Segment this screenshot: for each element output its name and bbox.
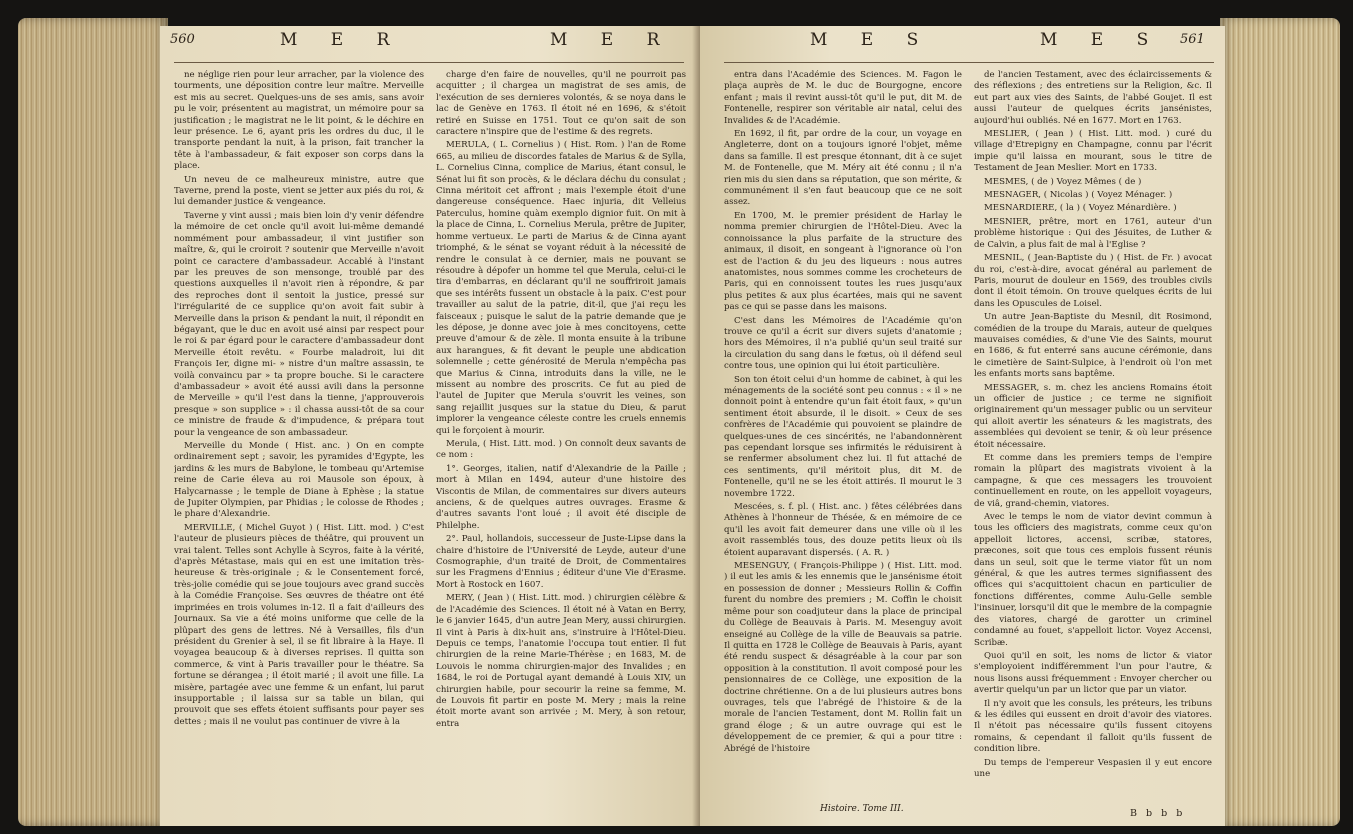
header-rule-left [174,62,684,63]
right-page-edges [1220,18,1340,826]
paragraph: Taverne y vint aussi ; mais bien loin d'y venir défendre la mémoire de cet oncle qu'il avoit lui-même demandé nommément pour ambassadeur, il vint justifier son maître, &, qui le croiroit ? soutenir que Merveille n'avoit point ce caractere d'ambassadeur. Accablé à l'instant par les preuves de son mensonge, troublé par des questions auxquelles il n'avoit rien à répondre, & par des reproches dont il sentoit la justice, pressé sur l'irrégularité de ce supplice qu'on avoit fait subir à Merveille dans la prison & pendant la nuit, il répondit en bégayant, que le duc en avoit usé ainsi par respect pour le roi & par égard pour le caractere d'ambassadeur dont Merveille étoit revêtu. « Fourbe maladroit, lui dit François Ier, digne mi- » nistre d'un maître assassin, te voilà convaincu par » ta propre bouche. Si le caractere d'ambassadeur » avoit été aussi avili dans la personne de Merveille » qu'il l'est dans la tienne, j'approuverois presque » son supplice » : il chassa aussi-tôt de sa cour ce ministre de fraude & d'impudence, & prépara tout pour la vengeance de son ambassadeur. [174,210,424,438]
paragraph: ne néglige rien pour leur arracher, par la violence des tourments, une déposition contre leur maître. Merveille est mis au secret. Quelques-uns de ses amis, sans avoir pu le voir, présentent au magistrat, un mémoire pour sa justification ; le magistrat ne le lit point, & le déchire en leur présence. Le 6, ayant pris les ordres du duc, il le transporte pendant la nuit, à la prison, fait trancher la tête à l'ambassadeur, & fait exposer son corps dans la place. [174,70,424,172]
paragraph: C'est dans les Mémoires de l'Académie qu'on trouve ce qu'il a écrit sur divers sujets d'anatomie ; hors des Mémoires, il n'a publié qu'un seul traité sur la circulation du sang dans le fœtus, où il défend seul contre tous, une opinion qui lui étoit particulière. [724,315,962,372]
paragraph: charge d'en faire de nouvelles, qu'il ne pourroit pas acquitter ; il chargea un magistrat de ses amis, de l'exécution de ses dernieres volontés, & se noya dans le lac de Genève en 1763. Il étoit né en 1696, & s'étoit retiré en Suisse en 1751. Tout ce qu'on sait de son caractere n'inspire que de l'estime & des regrets. [436,70,686,138]
paragraph: MESNIER, prêtre, mort en 1761, auteur d'un problème historique : Qui des Jésuites, de Luther & de Calvin, a plus fait de mal à l'Eglise ? [974,216,1212,250]
page-number-left: 560 [170,32,195,47]
right-page-column-1 [724,70,962,800]
left-page [160,26,700,826]
paragraph: En 1700, M. le premier président de Harlay le nomma premier chirurgien de l'Hôtel-Dieu. Avec la connoissance la plus parfaite de la structure des animaux, il disoit, en songeant à l'ignorance où l'on est de l'action & du jeu des liqueurs : nous autres anatomistes, nous sommes comme les crocheteurs de Paris, qui en connoissent toutes les rues jusqu'aux plus petites & aux plus écartées, mais qui ne savent pas ce qui se passe dans les maisons. [724,210,962,313]
paragraph: MESLIER, ( Jean ) ( Hist. Litt. mod. ) curé du village d'Etrepigny en Champagne, connu par l'écrit impie qu'il laissa en mourant, sous le titre de Testament de Jean Meslier. Mort en 1733. [974,129,1212,174]
paragraph: Un neveu de ce malheureux ministre, autre que Taverne, prend la poste, vient se jetter aux piés du roi, & lui demander justice & vengeance. [174,174,424,208]
running-head-left-col2: M E R [550,30,674,50]
left-page-column-2 [436,70,686,818]
left-page-column-1 [174,70,424,818]
paragraph: entra dans l'Académie des Sciences. M. Fagon le plaça auprès de M. le duc de Bourgogne, encore enfant ; mais il revint aussi-tôt qu'il le put, dit M. de Fontenelle, respirer son véritable air natal, celui des Invalides & de l'Académie. [724,70,962,126]
paragraph: Avec le temps le nom de viator devint commun à tous les officiers des magistrats, comme ceux qu'on appelloit lictores, accensi, scribæ, statores, præcones, soit que tous ces emplois fussent réunis dans un seul, soit que le terme viator fût un nom général, & que les autres termes signifiassent des offices qui s'acquittoient chacun en particulier de fonctions différentes, comme Aulu-Gelle semble l'insinuer, lorsqu'il dit que le membre de la compagnie des viatores, chargé de garotter un criminel condamné au fouet, s'appelloit lictor. Voyez Accensi, Scribæ. [974,512,1212,648]
paragraph: En 1692, il fit, par ordre de la cour, un voyage en Angleterre, dont on a toujours ignoré l'objet, même dans sa famille. Il est presque étonnant, dit à ce sujet M. de Fontenelle, que M. Méry ait été connu ; il n'a rien mis du sien dans sa réputation, que son mérite, & communément il s'en faut beaucoup que ce ne soit assez. [724,129,962,208]
paragraph: MERVILLE, ( Michel Guyot ) ( Hist. Litt. mod. ) C'est l'auteur de plusieurs pièces de théâtre, qui prouvent un vrai talent. Telles sont Achylle à Scyros, faite à la vérité, d'après Métastase, mais qui en est une imitation très-heureuse & très-originale ; & le Consentement forcé, très-jolie comédie qui se joue toujours avec grand succès à la Comédie Françoise. Ses œuvres de théatre ont été imprimées en trois volumes in-12. Il a fait d'ailleurs des Journaux. Sa vie a été moins uniforme que celle de la plûpart des gens de lettres. Né à Versailles, fils d'un président du Grenier à sel, il se fit libraire à la Haye. Il voyagea beaucoup & à diverses reprises. Il quitta son commerce, & vint à Paris travailler pour le théatre. Sa fortune se dérangea ; il étoit marié ; il avoit une fille. La misère, partagée avec une femme & un enfant, lui parut insupportable ; il laissa sur sa table un bilan, qui prouvoit que ses effets étoient suffisants pour payer ses dettes ; mais il ne voulut pas continuer de vivre à la [174,522,424,727]
header-rule-right [724,62,1214,63]
paragraph: Quoi qu'il en soit, les noms de lictor & viator s'employoient indifféremment l'un pour l'autre, & nous lisons aussi fréquemment : Envoyer chercher ou avertir quelqu'un par un lictor que par un viator. [974,650,1212,696]
right-page-column-2 [974,70,1212,808]
paragraph: MESENGUY, ( François-Philippe ) ( Hist. Litt. mod. ) il eut les amis & les ennemis que le jansénisme étoit en possession de donner ; Messieurs Rollin & Coffin furent du nombre des premiers ; M. Coffin le choisit même pour son coadjuteur dans la place de principal du Collège de Beauvais à Paris. M. Mesenguy avoit enseigné au Collège de la ville de Beauvais sa patrie. Il quitta en 1728 le Collège de Beauvais à Paris, ayant été rendu suspect & désagréable à la cour par son opposition à la constitution. Il avoit composé pour les pensionnaires de ce Collège, une exposition de la doctrine chrétienne. On a de lui plusieurs autres bons ouvrages, tels que l'abrégé de l'histoire & de la morale de l'ancien Testament, dont M. Rollin fait un grand éloge ; & un autre ouvrage qui est le développement de ce premier, & qui a pour titre : Abrégé de l'histoire [724,561,962,754]
paragraph: Un autre Jean-Baptiste du Mesnil, dit Rosimond, comédien de la troupe du Marais, auteur de quelques mauvaises comédies, & d'une Vie des Saints, mourut en 1686, & fut enterré sans aucune cérémonie, dans le cimetière de Saint-Sulpice, à l'endroit où l'on met les enfants morts sans baptême. [974,312,1212,380]
running-head-left-col1: M E R [280,30,404,50]
paragraph: MESMES, ( de ) Voyez Mêmes ( de ) [984,176,1142,187]
paragraph: Il n'y avoit que les consuls, les préteurs, les tribuns & les édiles qui eussent en droit d'avoir des viatores. Il n'étoit pas nécessaire qu'ils fussent citoyens romains, & cependant il falloit qu'ils fussent de condition libre. [974,698,1212,755]
paragraph: Mescées, s. f. pl. ( Hist. anc. ) fêtes célébrées dans Athènes à l'honneur de Thésée, & en mémoire de ce qu'il les avoit fait demeurer dans une ville où il les avoit rassemblés tous, des douze petits lieux où ils étoient auparavant dispersés. ( A. R. ) [724,502,962,558]
volume-footer: Histoire. Tome III. [820,804,904,814]
signature-mark: B b b b [1130,808,1186,819]
paragraph: de l'ancien Testament, avec des éclaircissements & des réflexions ; des entretiens sur la Religion, &c. Il eut part aux vies des Saints, de l'abbé Goujet. Il est aussi l'auteur de quelques écrits jansénistes, aujourd'hui oubliés. Né en 1677. Mort en 1763. [974,70,1212,126]
paragraph: 2°. Paul, hollandois, successeur de Juste-Lipse dans la chaire d'histoire de l'Université de Leyde, auteur d'une Cosmographie, d'un traité de Droit, de Commentaires sur les Fragmens d'Ennius ; éditeur d'une Vie d'Erasme. Mort à Rostock en 1607. [436,534,686,590]
left-page-edges [18,18,168,826]
right-page [700,26,1225,826]
open-book [10,6,1345,830]
paragraph: Du temps de l'empereur Vespasien il y eut encore une [974,757,1212,779]
paragraph: Et comme dans les premiers temps de l'empire romain la plûpart des magistrats vivoient à la campagne, & que ces messagers les trouvoient continuellement en route, on les appelloit voyageurs, de viâ, grand-chemin, viatores. [974,453,1212,509]
paragraph: Merula, ( Hist. Litt. mod. ) On connoît deux savants de ce nom : [436,439,686,461]
page-number-right: 561 [1180,32,1205,47]
paragraph: Son ton étoit celui d'un homme de cabinet, à qui les ménagements de la société sont peu connus : « il » ne donnoit point à entendre qu'un fait étoit faux, » qu'un sentiment étoit absurde, il le disoit. » Ceux de ses confrères de l'Académie qui pouvoient se plaindre de quelques-unes de ces sincérités, ne l'abandonnèrent pas cependant lorsque ses infirmités le réduisirent à se renfermer absolument chez lui. Il fut attaché de ces sentiments, qu'il méritoit plus, dit M. de Fontenelle, qu'il ne se les étoit attirés. Il mourut le 3 novembre 1722. [724,374,962,499]
paragraph: 1°. Georges, italien, natif d'Alexandrie de la Paille ; mort à Milan en 1494, auteur d'une histoire des Viscontis de Milan, de commentaires sur divers auteurs anciens, & de quelques autres ouvrages. Erasme & d'autres savants l'ont loué ; il avoit été disciple de Philelphe. [436,463,686,531]
paragraph: MESNARDIERE, ( la ) ( Voyez Ménardière. ) [984,203,1177,214]
running-head-right-col2: M E S [1040,30,1163,50]
paragraph: MESNAGER, ( Nicolas ) ( Voyez Ménager. ) [984,190,1173,201]
paragraph: MESSAGER, s. m. chez les anciens Romains étoit un officier de justice ; ce terme ne signifioit originairement qu'un messager public ou un serviteur qui alloit avertir les sénateurs & les magistrats, des assemblées qui devoient se tenir, & où leur présence étoit nécessaire. [974,382,1212,450]
running-head-right-col1: M E S [810,30,933,50]
paragraph: MESNIL, ( Jean-Baptiste du ) ( Hist. de Fr. ) avocat du roi, c'est-à-dire, avocat général au parlement de Paris, mourut de douleur en 1569, des troubles civils dont il étoit témoin. On trouve quelques écrits de lui dans les Opuscules de Loisel. [974,253,1212,309]
paragraph: MERULA, ( L. Cornelius ) ( Hist. Rom. ) l'an de Rome 665, au milieu de discordes fatales de Marius & de Sylla, L. Cornelius Cinna, complice de Marius, étant consul, le Sénat lui fit son procès, & le déclara déchu du consulat ; Cinna méritoit cet affront ; mais l'exemple étoit d'une dangereuse conséquence. Haec injuria, dit Velleius Paterculus, homine quàm exemplo dignior fuit. On mit à la place de Cinna, L. Cornelius Merula, prêtre de Jupiter, homme vertueux. Le parti de Marius & de Cinna ayant triomphé, & le sénat se voyant réduit à la nécessité de rendre le consulat à ce dernier, mais ne pouvant se résoudre à dépofer un homme tel que Merula, celui-ci le tira d'embarras, en déclarant qu'il ne souffriroit jamais que ses intérêts fussent un obstacle à la paix. C'est pour travailler au salut de la patrie, dit-il, que j'ai reçu les faisceaux ; puisque le salut de la patrie demande que je les dépose, je donne avec joie à mes concitoyens, cette preuve d'amour & de zèle. Il monta ensuite à la tribune aux harangues, & fit devant le peuple une abdication solemnelle ; cette générosité de Merula n'empêcha pas que Marius & Cinna, introduits dans la ville, ne le missent au nombre des proscrits. Ce fut au pied de l'autel de Jupiter que Merula s'ouvrit les veines, son sang rejaillit jusques sur la statue du Dieu, & parut implorer la vengeance céleste contre les cruels ennemis qui le forçoient à mourir. [436,140,686,436]
paragraph: MERY, ( Jean ) ( Hist. Litt. mod. ) chirurgien célèbre & de l'Académie des Sciences. Il étoit né à Vatan en Berry, le 6 janvier 1645, d'un autre Jean Mery, aussi chirurgien. Il vint à Paris à dix-huit ans, s'instruire à l'Hôtel-Dieu. Depuis ce temps, l'anatomie l'occupa tout entier. Il fut chirurgien de la reine Marie-Thérèse ; en 1683, M. de Louvois le nomma chirurgien-major des Invalides ; en 1684, le roi de Portugal ayant demandé à Louis XIV, un chirurgien habile, pour secourir la reine sa femme, M. de Louvois fit partir en poste M. Mery ; mais la reine étoit morte avant son arrivée ; M. Mery, à son retour, entra [436,593,686,729]
paragraph: Merveille du Monde ( Hist. anc. ) On en compte ordinairement sept ; savoir, les pyramides d'Egypte, les jardins & les murs de Babylone, le tombeau qu'Artemise reine de Carie éleva au roi Mausole son époux, à Halycarnasse ; le temple de Diane à Ephèse ; la statue de Jupiter Olympien, par Phidias ; le colosse de Rhodes ; le phare d'Alexandrie. [174,441,424,520]
